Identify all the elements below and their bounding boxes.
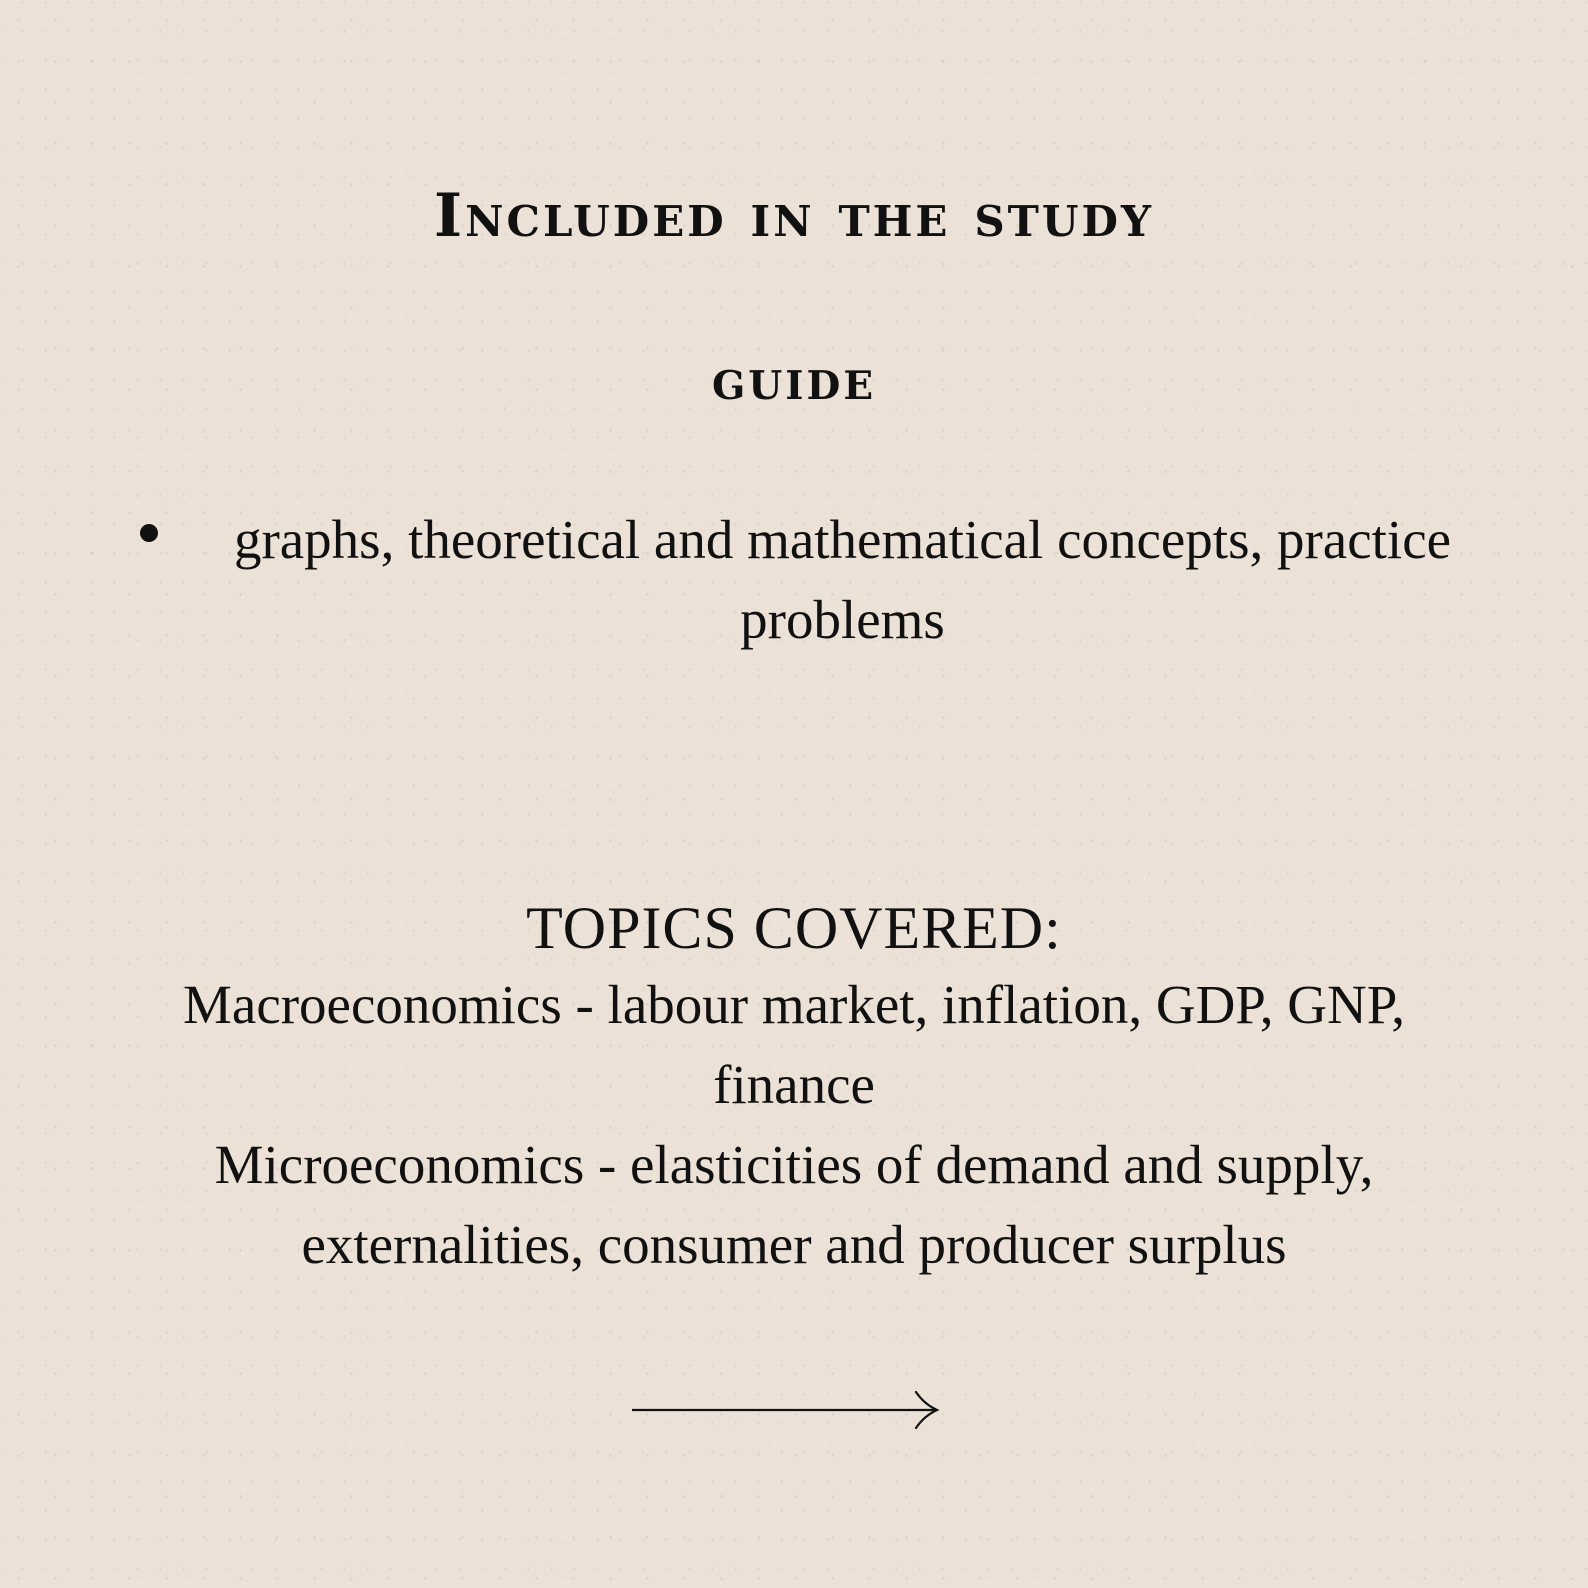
bullet-icon — [140, 524, 158, 542]
heading-line-2: guide — [711, 347, 877, 413]
arrow-right-icon[interactable] — [632, 1390, 942, 1430]
topic-microeconomics: Microeconomics - elasticities of demand and supply, externalities, consumer and producer surplus — [214, 1134, 1374, 1275]
heading-initial: I — [434, 181, 466, 251]
topics-list — [100, 965, 1488, 1285]
heading-rest: ncluded in the study — [465, 181, 1154, 251]
heading-line-1 — [200, 181, 1388, 251]
topic-macroeconomics: Macroeconomics - labour market, inflation, GDP, GNP, finance — [183, 974, 1405, 1115]
topics-title: TOPICS COVERED: — [526, 895, 1062, 961]
included-item: graphs, theoretical and mathematical concepts, practice problems — [233, 509, 1452, 650]
included-list — [130, 500, 1490, 660]
